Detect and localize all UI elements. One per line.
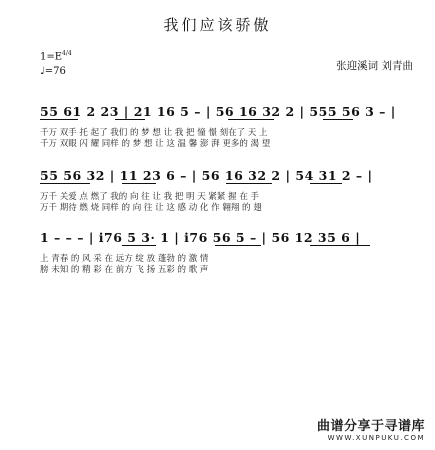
site-watermark (317, 415, 425, 442)
key-text: 1=E (40, 51, 63, 63)
beam-mark (122, 245, 156, 246)
beam-mark (115, 119, 145, 120)
watermark-url: WWW.XUNPUKU.COM (327, 434, 425, 442)
beam-mark (228, 119, 274, 120)
beam-mark (310, 245, 370, 246)
beam-mark (323, 119, 353, 120)
lyric-line-1: 万千 关爱 点 燃了 我的 向 往 让 我 把 明 天 紧紧 握 在 手 (40, 192, 260, 202)
tempo-marking: ♩=76 (40, 66, 66, 77)
beam-mark (310, 183, 342, 184)
notation-line: 1 – – – | i76 5 3· 1 | i76 56 5 – | 56 12 35 6 | (40, 230, 361, 245)
key-signature (40, 50, 72, 62)
beam-mark (40, 119, 78, 120)
lyric-line-2: 千万 双眼 闪 耀 同样 的 梦 想 让 这 温 馨 澎 湃 更多的 渴 望 (40, 139, 271, 149)
beam-mark (215, 245, 261, 246)
beam-mark (40, 183, 90, 184)
lyric-line-2: 膀 未知 的 精 彩 在 前方 飞 扬 五彩 的 歌 声 (40, 265, 209, 275)
beam-mark (122, 183, 156, 184)
notation-line: 55 56 32 | 11 23 6 – | 56 16 32 2 | 54 31 2 – | (40, 168, 373, 183)
lyric-line-2: 万千 期待 燃 烧 同样 的 向 往 让 这 感 动 化 作 翱翔 的 翅 (40, 203, 262, 213)
beam-mark (226, 183, 272, 184)
notation-line: 55 61 2 23 | 21 16 5 – | 56 16 32 2 | 555 56 3 – | (40, 104, 396, 119)
lyric-line-1: 千万 双手 托 起了 我们 的 梦 想 让 我 把 憧 憬 刻在了 天 上 (40, 128, 268, 138)
song-title: 我们应该骄傲 (163, 16, 272, 34)
watermark-title: 曲谱分享于寻谱库 (316, 419, 425, 434)
lyric-line-1: 上 青春 的 风 采 在 远方 绽 放 蓬勃 的 激 情 (40, 254, 209, 264)
composer-credit: 张迎溪词 刘青曲 (336, 60, 413, 72)
time-signature: 4/4 (62, 50, 72, 57)
